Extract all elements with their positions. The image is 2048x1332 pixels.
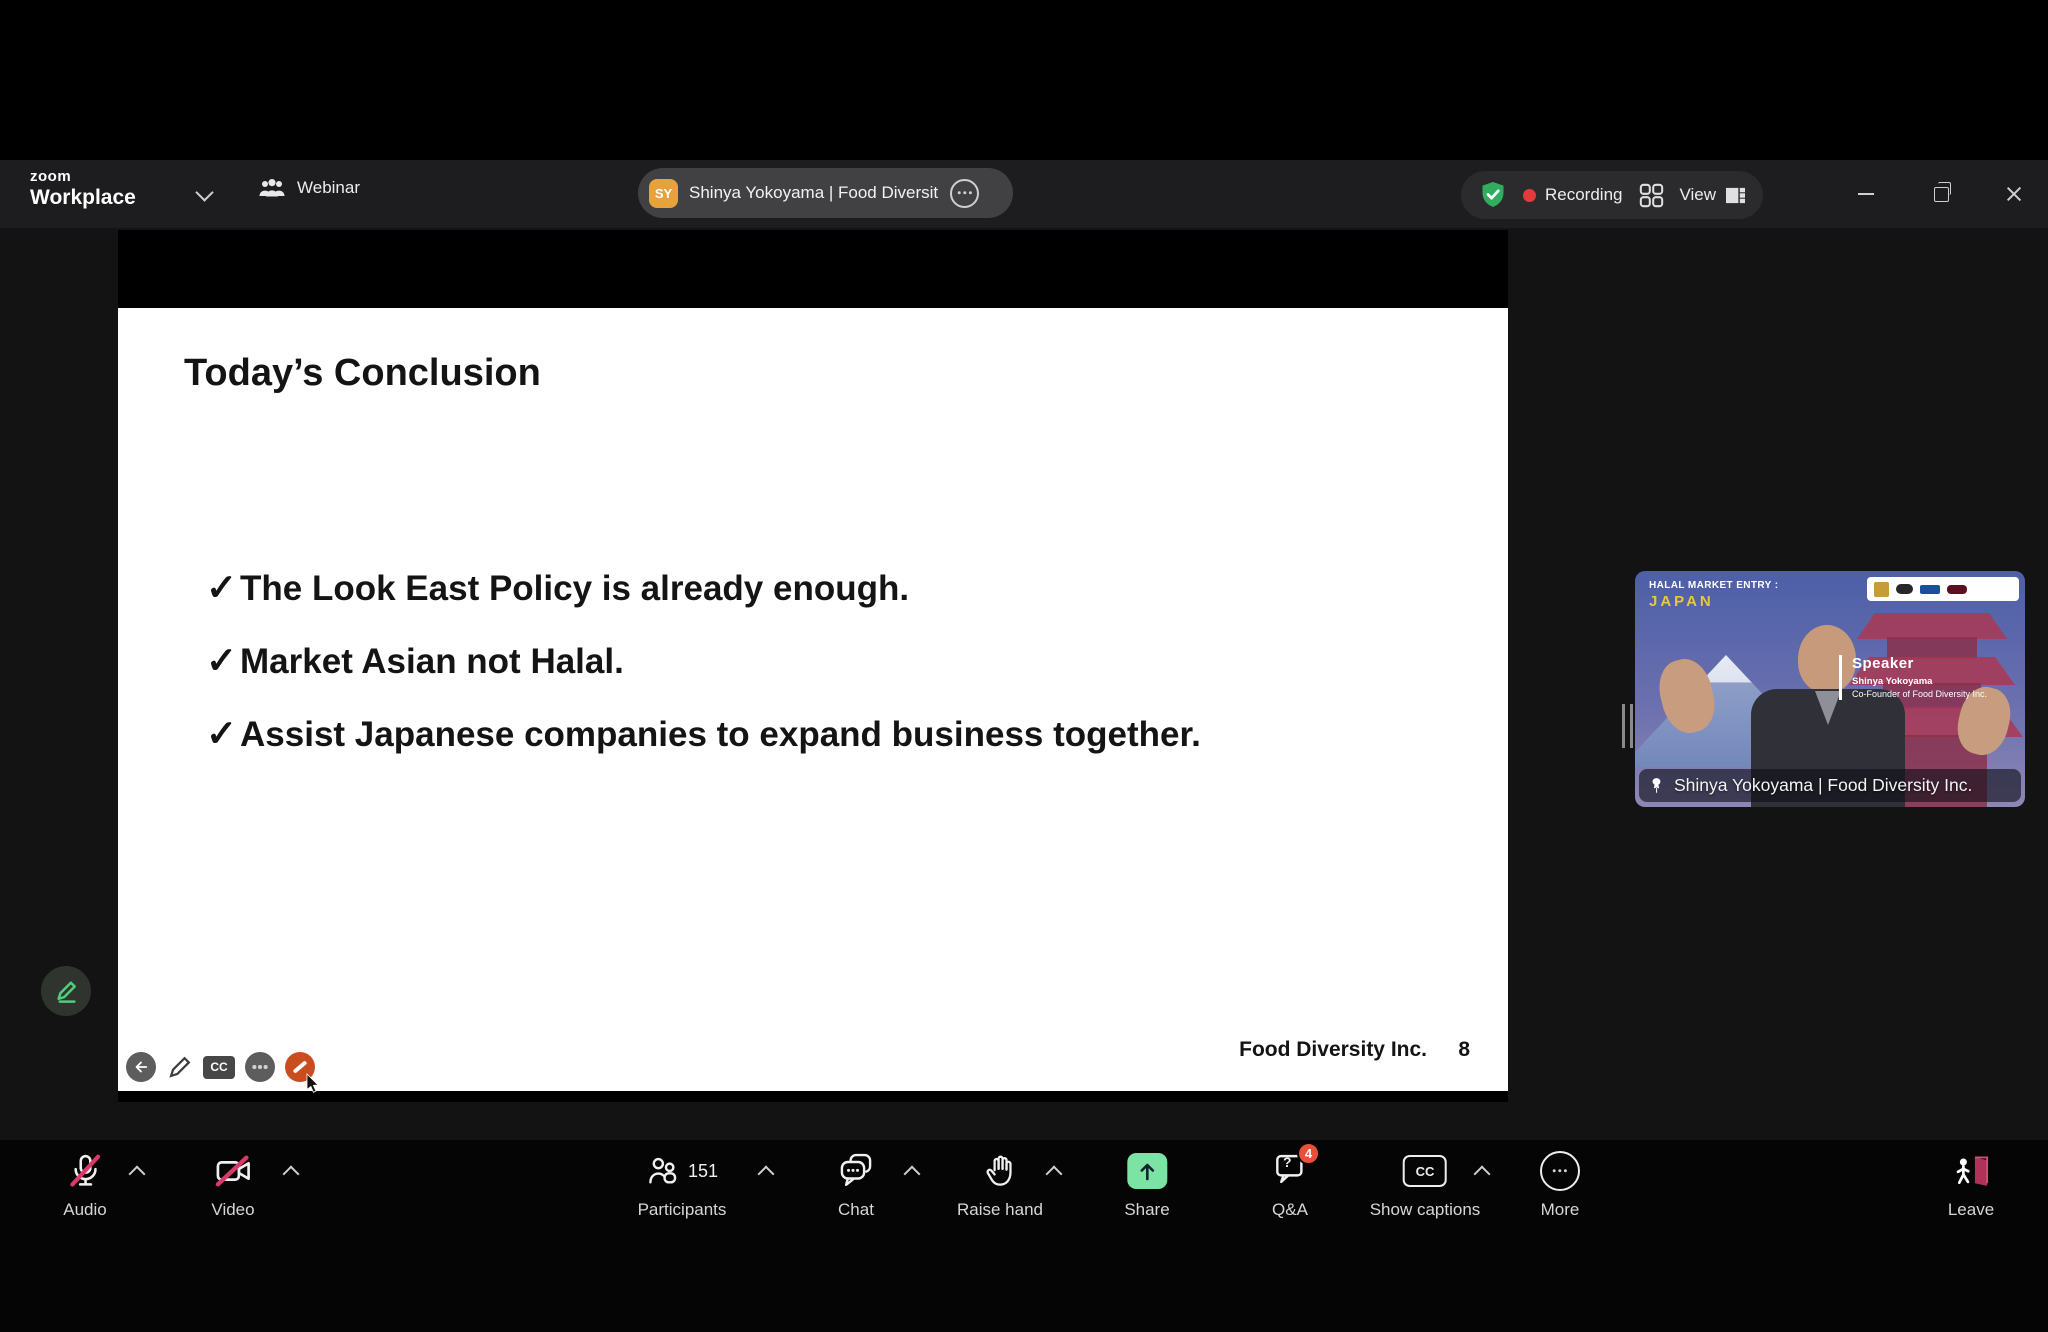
minimize-button[interactable] xyxy=(1850,178,1882,210)
brand-line1: zoom xyxy=(30,168,72,185)
shared-slide xyxy=(118,308,1508,1091)
more-button[interactable] xyxy=(1540,1150,1580,1220)
apps-grid-icon[interactable] xyxy=(1638,182,1665,209)
microphone-muted-icon xyxy=(67,1152,103,1190)
show-captions-button[interactable] xyxy=(1370,1150,1481,1220)
captions-mini-button[interactable]: CC xyxy=(203,1056,235,1079)
more-label: More xyxy=(1540,1200,1580,1219)
speaker-name: Shinya Yokoyama xyxy=(1852,676,1933,687)
slide-bullet xyxy=(206,639,1201,712)
more-options-icon[interactable] xyxy=(950,179,979,208)
participants-label: Participants xyxy=(637,1200,727,1219)
video-label: Video xyxy=(211,1200,255,1219)
event-banner xyxy=(1649,580,1778,611)
swoosh-icon xyxy=(293,1060,308,1073)
check-icon: ✓ xyxy=(206,567,238,608)
bullet-text: Assist Japanese companies to expand business together. xyxy=(240,715,1201,754)
close-button[interactable] xyxy=(1998,178,2030,210)
slide-mini-toolbar xyxy=(126,1052,315,1082)
banner-line2: JAPAN xyxy=(1649,592,1714,610)
participant-name-bar xyxy=(1639,769,2021,802)
annotation-pencil-button[interactable] xyxy=(41,966,91,1016)
sponsor-logos xyxy=(1867,577,2019,601)
audio-label: Audio xyxy=(63,1200,107,1219)
leave-door-icon xyxy=(1952,1153,1990,1189)
leave-button[interactable] xyxy=(1948,1150,1994,1220)
logo-dark xyxy=(1896,584,1913,594)
banner-line1: HALAL MARKET ENTRY : xyxy=(1649,580,1779,591)
speaker-caption-block xyxy=(1839,655,2002,700)
share-icon xyxy=(1127,1153,1167,1189)
pencil-icon xyxy=(53,978,80,1005)
check-icon: ✓ xyxy=(206,713,238,754)
more-mini-button[interactable] xyxy=(245,1052,275,1082)
qa-label: Q&A xyxy=(1272,1200,1308,1219)
slide-title: Today’s Conclusion xyxy=(184,352,541,394)
avatar: SY xyxy=(649,179,678,208)
webinar-tab[interactable] xyxy=(258,177,360,199)
slide-bullet-list xyxy=(206,566,1201,785)
pin-icon xyxy=(1648,777,1665,794)
participant-name: Shinya Yokoyama | Food Diversity Inc. xyxy=(1674,775,1973,795)
window-title-bar xyxy=(0,160,2048,228)
leave-label: Leave xyxy=(1947,1200,1995,1219)
annotate-pencil-icon[interactable] xyxy=(166,1054,193,1081)
video-button[interactable] xyxy=(211,1150,254,1220)
speaker-role: Co-Founder of Food Diversity Inc. xyxy=(1852,689,1988,699)
view-label: View xyxy=(1679,185,1717,204)
video-panel-collapse-handle[interactable] xyxy=(1622,704,1633,748)
share-button[interactable] xyxy=(1124,1150,1169,1220)
slide-page-number: 8 xyxy=(1458,1038,1470,1061)
question-glyph: ? xyxy=(1283,1153,1292,1170)
raise-hand-button[interactable] xyxy=(957,1150,1043,1220)
logo-maroon xyxy=(1947,585,1967,594)
meeting-title: Shinya Yokoyama | Food Diversit xyxy=(689,183,939,202)
logo-blue xyxy=(1920,585,1940,594)
chat-label: Chat xyxy=(838,1200,874,1219)
restore-button[interactable] xyxy=(1925,178,1957,210)
captions-icon: CC xyxy=(1403,1155,1447,1187)
more-icon xyxy=(1540,1151,1580,1191)
stop-share-button[interactable] xyxy=(285,1052,315,1082)
chat-button[interactable] xyxy=(838,1150,874,1220)
meeting-title-pill[interactable] xyxy=(638,168,1013,218)
view-button[interactable] xyxy=(1680,185,1747,205)
zoom-workplace-logo xyxy=(30,169,136,208)
participants-icon xyxy=(646,1154,680,1188)
layout-icon xyxy=(1725,186,1746,205)
camera-off-icon xyxy=(213,1153,253,1189)
brand-line2: Workplace xyxy=(30,186,136,209)
people-group-icon xyxy=(258,177,286,199)
security-shield-icon[interactable] xyxy=(1478,180,1508,210)
qa-button[interactable] xyxy=(1272,1145,1313,1220)
slide-footer-company: Food Diversity Inc. xyxy=(1239,1038,1427,1061)
recording-dot-icon xyxy=(1523,189,1536,202)
webinar-label: Webinar xyxy=(297,178,360,197)
bullet-text: Market Asian not Halal. xyxy=(240,642,624,681)
raise-hand-label: Raise hand xyxy=(956,1200,1044,1219)
raise-hand-icon xyxy=(983,1153,1017,1189)
participants-count: 151 xyxy=(687,1160,719,1181)
pagoda-backdrop xyxy=(1857,613,2007,639)
captions-label: Show captions xyxy=(1369,1200,1481,1219)
qa-badge: 4 xyxy=(1297,1142,1320,1165)
logo-gold xyxy=(1874,582,1889,597)
audio-button[interactable] xyxy=(63,1150,106,1220)
recording-indicator[interactable] xyxy=(1523,185,1623,205)
speaker-video-tile[interactable] xyxy=(1635,571,2025,807)
chat-icon xyxy=(838,1153,874,1189)
share-label: Share xyxy=(1124,1200,1170,1219)
slide-bullet xyxy=(206,566,1201,639)
previous-slide-button[interactable] xyxy=(126,1052,156,1082)
speaker-heading: Speaker xyxy=(1852,655,1914,672)
recording-label: Recording xyxy=(1545,185,1623,204)
slide-bullet xyxy=(206,712,1201,785)
participants-button[interactable] xyxy=(638,1150,727,1220)
bullet-text: The Look East Policy is already enough. xyxy=(240,569,910,608)
check-icon: ✓ xyxy=(206,640,238,681)
mouse-cursor xyxy=(306,1073,322,1094)
status-pill xyxy=(1461,171,1763,219)
chevron-down-icon[interactable] xyxy=(195,183,213,201)
